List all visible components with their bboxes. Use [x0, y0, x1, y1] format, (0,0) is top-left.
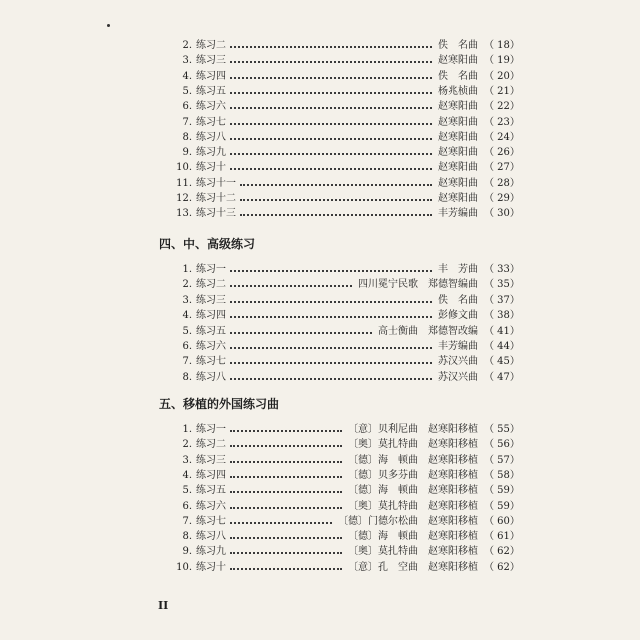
dot-leader	[230, 301, 432, 303]
toc-entry[interactable]	[0, 514, 640, 530]
entry-number: 10.	[176, 162, 192, 174]
toc-entry[interactable]	[0, 453, 640, 469]
dot-leader	[230, 491, 342, 493]
toc-entry[interactable]	[0, 145, 640, 161]
entry-number: 13.	[176, 208, 192, 220]
page-number: II	[158, 599, 169, 612]
entry-title: 练习四	[196, 469, 226, 481]
entry-number: 9.	[182, 147, 192, 159]
toc-entry[interactable]	[0, 84, 640, 100]
entry-number: 7.	[182, 515, 192, 527]
entry-page: （ 44）	[484, 341, 520, 352]
entry-title: 练习十一	[196, 177, 236, 189]
toc-entry[interactable]	[0, 262, 640, 278]
entry-composer: 〔德〕门德尔松曲 赵寒阳移植	[338, 515, 478, 527]
entry-title: 练习六	[196, 341, 226, 352]
entry-number: 6.	[182, 341, 192, 352]
entry-title: 练习四	[196, 310, 226, 322]
entry-page: （ 33）	[484, 264, 520, 275]
entry-composer: 丰 芳曲	[438, 264, 478, 275]
entry-page: （ 62）	[484, 546, 520, 558]
toc-entry[interactable]	[0, 115, 640, 131]
toc-entry[interactable]	[0, 308, 640, 324]
dot-leader	[230, 537, 342, 539]
entry-number: 7.	[182, 116, 192, 128]
entry-page: （ 19）	[484, 55, 520, 67]
entry-title: 练习九	[196, 147, 226, 159]
entry-title: 练习一	[196, 424, 226, 435]
entry-page: （ 24）	[484, 131, 520, 143]
entry-composer: 赵寒阳曲	[438, 177, 478, 189]
entry-number: 2.	[182, 40, 192, 51]
entry-title: 练习五	[196, 325, 226, 337]
toc-entry[interactable]	[0, 544, 640, 560]
dot-leader	[230, 61, 432, 63]
entry-number: 3.	[182, 454, 192, 466]
entry-composer: 〔德〕贝多芬曲 赵寒阳移植	[348, 469, 478, 481]
entry-composer: 〔奥〕莫扎特曲 赵寒阳移植	[348, 500, 478, 512]
dot-leader	[230, 92, 432, 94]
entry-page: （ 41）	[484, 325, 520, 337]
entry-number: 5.	[182, 325, 192, 337]
entry-composer: 赵寒阳曲	[438, 193, 478, 204]
entry-title: 练习八	[196, 371, 226, 383]
entry-composer: 四川冕宁民歌 郑德智编曲	[358, 279, 478, 291]
entry-title: 练习七	[196, 515, 226, 527]
entry-composer: 苏汉兴曲	[438, 356, 478, 368]
entry-page: （ 58）	[484, 469, 520, 481]
dot-leader	[230, 507, 342, 509]
entry-number: 8.	[182, 371, 192, 383]
entry-composer: 彭修文曲	[438, 310, 478, 322]
dot-leader	[230, 332, 372, 334]
entry-number: 1.	[182, 424, 192, 435]
dot-leader	[230, 107, 432, 109]
entry-composer: 〔德〕海 顿曲 赵寒阳移植	[348, 454, 478, 466]
entry-page: （ 35）	[484, 279, 520, 291]
dot-leader	[230, 445, 342, 447]
entry-title: 练习一	[196, 264, 226, 275]
dot-leader	[230, 476, 342, 478]
dot-leader	[240, 184, 432, 186]
toc-entry[interactable]	[0, 324, 640, 340]
entry-page: （ 20）	[484, 70, 520, 82]
entry-page: （ 47）	[484, 371, 520, 383]
toc-entry[interactable]	[0, 529, 640, 545]
entry-title: 练习七	[196, 116, 226, 128]
entry-page: （ 62）	[484, 561, 520, 573]
dot-leader	[230, 77, 432, 79]
toc-entry[interactable]	[0, 191, 640, 207]
entry-title: 练习七	[196, 356, 226, 368]
entry-page: （ 59）	[484, 485, 520, 497]
toc-entry[interactable]	[0, 499, 640, 515]
toc-entry[interactable]	[0, 339, 640, 355]
entry-title: 练习三	[196, 55, 226, 67]
entry-composer: 赵寒阳曲	[438, 101, 478, 113]
entry-page: （ 57）	[484, 454, 520, 466]
entry-composer: 高士衡曲 郑德智改编	[378, 325, 478, 337]
entry-number: 5.	[182, 485, 192, 497]
entry-title: 练习二	[196, 40, 226, 51]
entry-page: （ 55）	[484, 424, 520, 435]
entry-page: （ 45）	[484, 356, 520, 368]
toc-entry[interactable]	[0, 354, 640, 370]
dot-leader	[230, 138, 432, 140]
entry-composer: 佚 名曲	[438, 294, 478, 306]
entry-composer: 〔奥〕莫扎特曲 赵寒阳移植	[348, 546, 478, 558]
entry-number: 4.	[182, 310, 192, 322]
dot-leader	[230, 285, 352, 287]
entry-composer: 苏汉兴曲	[438, 371, 478, 383]
entry-page: （ 21）	[484, 85, 520, 97]
entry-composer: 〔德〕海 顿曲 赵寒阳移植	[348, 531, 478, 543]
entry-page: （ 60）	[484, 515, 520, 527]
entry-composer: 赵寒阳曲	[438, 116, 478, 128]
entry-composer: 丰芳编曲	[438, 341, 478, 352]
entry-composer: 杨兆桢曲	[438, 85, 478, 97]
entry-composer: 赵寒阳曲	[438, 55, 478, 67]
dot-leader	[230, 552, 342, 554]
dot-leader	[230, 168, 432, 170]
entry-page: （ 23）	[484, 116, 520, 128]
entry-composer: 〔奥〕莫扎特曲 赵寒阳移植	[348, 439, 478, 451]
entry-number: 9.	[182, 546, 192, 558]
entry-title: 练习三	[196, 294, 226, 306]
toc-entry[interactable]	[0, 437, 640, 453]
dot-leader	[230, 46, 432, 48]
entry-number: 5.	[182, 85, 192, 97]
dot-leader	[240, 214, 432, 216]
toc-entry[interactable]	[0, 176, 640, 192]
entry-title: 练习八	[196, 531, 226, 543]
section-heading-foreign-transplanted: 五、移植的外国练习曲	[159, 397, 280, 411]
dot-leader	[230, 461, 342, 463]
dot-leader	[230, 316, 432, 318]
dot-leader	[230, 568, 342, 570]
toc-entry[interactable]	[0, 370, 640, 386]
toc-entry[interactable]	[0, 130, 640, 146]
entry-number: 10.	[176, 561, 192, 573]
toc-entry[interactable]	[0, 483, 640, 499]
section-heading-intermediate-advanced: 四、中、高级练习	[159, 237, 256, 251]
toc-entry[interactable]	[0, 206, 640, 222]
entry-title: 练习三	[196, 454, 226, 466]
entry-page: （ 61）	[484, 531, 520, 543]
toc-entry[interactable]	[0, 69, 640, 85]
entry-number: 6.	[182, 101, 192, 113]
entry-number: 2.	[182, 279, 192, 291]
dot-leader	[230, 153, 432, 155]
entry-number: 12.	[176, 193, 192, 204]
entry-page: （ 59）	[484, 500, 520, 512]
entry-title: 练习五	[196, 485, 226, 497]
dot-leader	[230, 430, 342, 432]
entry-page: （ 37）	[484, 294, 520, 306]
dot-leader	[230, 270, 432, 272]
entry-composer: 〔意〕贝利尼曲 赵寒阳移植	[348, 424, 478, 435]
entry-page: （ 30）	[484, 208, 520, 220]
toc-entry[interactable]	[0, 422, 640, 438]
entry-title: 练习十二	[196, 193, 236, 204]
entry-number: 1.	[182, 264, 192, 275]
entry-number: 4.	[182, 469, 192, 481]
toc-entry[interactable]	[0, 277, 640, 293]
toc-entry[interactable]	[0, 160, 640, 176]
entry-number: 3.	[182, 294, 192, 306]
entry-title: 练习十	[196, 162, 226, 174]
entry-number: 3.	[182, 55, 192, 67]
entry-title: 练习六	[196, 500, 226, 512]
entry-page: （ 26）	[484, 147, 520, 159]
dot-leader	[240, 199, 432, 201]
entry-number: 8.	[182, 531, 192, 543]
entry-number: 4.	[182, 70, 192, 82]
entry-composer: 〔德〕海 顿曲 赵寒阳移植	[348, 485, 478, 497]
entry-composer: 佚 名曲	[438, 70, 478, 82]
entry-composer: 佚 名曲	[438, 40, 478, 51]
entry-number: 6.	[182, 500, 192, 512]
dot-leader	[230, 378, 432, 380]
entry-composer: 赵寒阳曲	[438, 131, 478, 143]
toc-entry[interactable]	[0, 99, 640, 115]
entry-page: （ 29）	[484, 193, 520, 204]
toc-entry[interactable]	[0, 468, 640, 484]
scan-speck	[107, 24, 110, 27]
entry-title: 练习八	[196, 131, 226, 143]
entry-composer: 〔意〕孔 空曲 赵寒阳移植	[348, 561, 478, 573]
entry-title: 练习二	[196, 439, 226, 451]
entry-page: （ 56）	[484, 439, 520, 451]
dot-leader	[230, 362, 432, 364]
entry-composer: 丰芳编曲	[438, 208, 478, 220]
dot-leader	[230, 123, 432, 125]
toc-entry[interactable]	[0, 38, 640, 54]
entry-number: 11.	[176, 177, 192, 189]
dot-leader	[230, 522, 332, 524]
dot-leader	[230, 347, 432, 349]
entry-composer: 赵寒阳曲	[438, 162, 478, 174]
entry-page: （ 22）	[484, 101, 520, 113]
entry-title: 练习六	[196, 101, 226, 113]
entry-title: 练习四	[196, 70, 226, 82]
entry-page: （ 18）	[484, 40, 520, 51]
entry-number: 7.	[182, 356, 192, 368]
entry-number: 2.	[182, 439, 192, 451]
entry-composer: 赵寒阳曲	[438, 147, 478, 159]
toc-entry[interactable]	[0, 293, 640, 309]
entry-title: 练习十三	[196, 208, 236, 220]
entry-number: 8.	[182, 131, 192, 143]
toc-entry[interactable]	[0, 53, 640, 69]
entry-title: 练习二	[196, 279, 226, 291]
entry-page: （ 28）	[484, 177, 520, 189]
entry-title: 练习五	[196, 85, 226, 97]
entry-title: 练习九	[196, 546, 226, 558]
entry-page: （ 27）	[484, 162, 520, 174]
entry-page: （ 38）	[484, 310, 520, 322]
toc-entry[interactable]	[0, 560, 640, 576]
entry-title: 练习十	[196, 561, 226, 573]
